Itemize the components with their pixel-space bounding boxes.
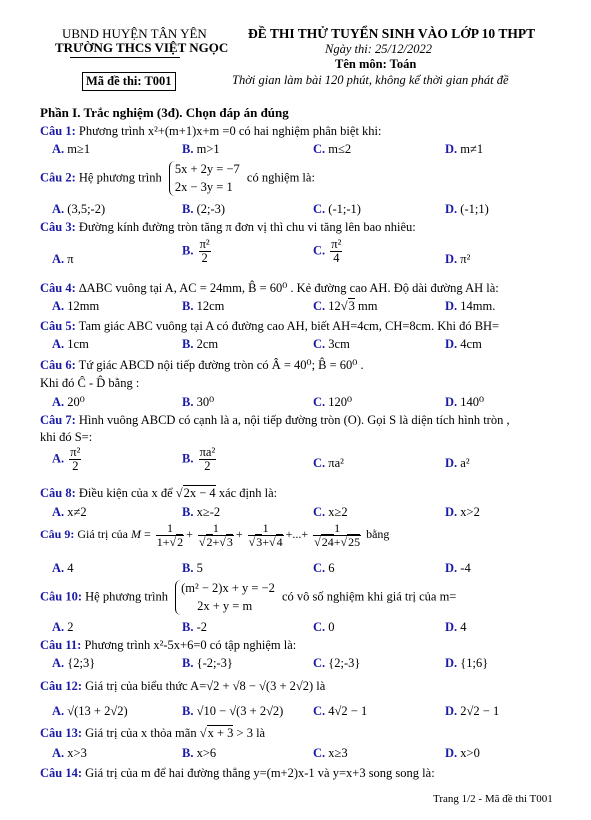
q11-option-a: A. {2;3} [52,656,96,670]
q5-option-a: A. 1cm [52,337,89,351]
question-5: Câu 5: Tam giác ABC vuông tại A có đường cao AH, biết AH=4cm, CH=8cm. Khi đó BH= [40,319,500,333]
q4-option-a: A. 12mm [52,299,100,313]
question-7: Câu 7: Hình vuông ABCD có cạnh là a, nội tiếp đường tròn (O). Gọi S là diện tích hình tròn , [40,413,510,427]
question-12: Câu 12: Giá trị của biểu thức A=√2 + √8 − √(3 + 2√2) là [40,679,326,693]
question-4: Câu 4: ∆ABC vuông tại A, AC = 24mm, B̂ = 60⁰ . Kẻ đường cao AH. Độ dài đường AH là: [40,281,499,295]
question-label: Câu 2: [40,170,76,185]
q1-option-c: C. m≤2 [313,142,352,156]
q9-option-c: C. 6 [313,561,335,575]
q7-option-d: D. a² [445,456,470,470]
question-7-line2: khi đó S=: [40,430,93,444]
question-text: Phương trình x²+(m+1)x+m =0 có hai nghiệm phân biệt khi: [75,124,382,138]
exam-subject: Tên môn: Toán [335,57,417,71]
q8-option-c: C. x≥2 [313,505,348,519]
q4-option-c: C. 12√3 mm [313,299,378,313]
q1-option-a: A. m≥1 [52,142,91,156]
q5-option-b: B. 2cm [182,337,219,351]
q13-option-a: A. x>3 [52,746,87,760]
page-footer: Trang 1/2 - Mã đề thi T001 [433,793,553,805]
equation-system: 5x + 2y = −7 2x − 3y = 1 [169,161,240,196]
q7-option-a: A. $\frac{\text{π²}}{2}$ [52,445,81,474]
q11-option-b: B. {-2;-3} [182,656,233,670]
q12-option-c: C. 4√2 − 1 [313,704,368,718]
question-9: Câu 9: Giá trị của M = $\frac{1}{1+√2}$ + $\frac{1}{√2+√3}$ + $\frac{1}{√3+√4}$ +...+ $\frac{1}{√24+√25}$ bằng [40,521,390,549]
q12-option-b: B. √10 − √(3 + 2√2) [182,704,284,718]
q2-option-c: C. (-1;-1) [313,202,361,216]
exam-title: ĐỀ THI THỬ TUYỂN SINH VÀO LỚP 10 THPT [248,26,536,41]
q3-option-a: A. π [52,252,74,266]
q12-option-d: D. 2√2 − 1 [445,704,500,718]
q6-option-d: D. 140⁰ [445,395,485,409]
q6-option-a: A. 20⁰ [52,395,85,409]
q3-option-d: D. π² [445,252,471,266]
q6-option-c: C. 120⁰ [313,395,353,409]
q9-option-a: A. 4 [52,561,74,575]
q10-option-b: B. -2 [182,620,208,634]
question-6-line2: Khi đó Ĉ - D̂ bằng : [40,376,140,390]
q7-option-c: C. πa² [313,456,344,470]
q8-option-d: D. x>2 [445,505,480,519]
q9-option-b: B. 5 [182,561,203,575]
q5-option-c: C. 3cm [313,337,350,351]
q8-option-a: A. x≠2 [52,505,87,519]
q3-option-b: B. $\frac{\text{π²}}{2}$ [182,237,210,266]
q13-option-c: C. x≥3 [313,746,348,760]
q1-option-d: D. m≠1 [445,142,484,156]
q11-option-c: C. {2;-3} [313,656,361,670]
q9-option-d: D. -4 [445,561,471,575]
q10-option-d: D. 4 [445,620,467,634]
equation-system: (m² − 2)x + y = −2 2x + y = m [175,580,275,615]
question-10: Câu 10: Hệ phương trình (m² − 2)x + y = −2 2x + y = m có vô số nghiệm khi giá trị của m= [40,580,456,615]
question-2: Câu 2: Hệ phương trình 5x + 2y = −7 2x − 3y = 1 có nghiệm là: [40,161,315,196]
question-8: Câu 8: Điều kiện của x để √2x − 4 xác định là: [40,486,278,500]
department-name: UBND HUYỆN TÂN YÊN [62,26,207,41]
q10-option-c: C. 0 [313,620,335,634]
q3-option-c: C. $\frac{\text{π²}}{4}$ [313,237,342,266]
q5-option-d: D. 4cm [445,337,482,351]
header-divider [70,57,180,58]
q12-option-a: A. √(13 + 2√2) [52,704,128,718]
q2-option-d: D. (-1;1) [445,202,489,216]
q7-option-b: B. $\frac{\text{πa²}}{2}$ [182,445,216,474]
question-14: Câu 14: Giá trị của m để hai đường thẳng y=(m+2)x-1 và y=x+3 song song là: [40,766,435,780]
question-label: Câu 1: [40,124,76,138]
question-11: Câu 11: Phương trình x²-5x+6=0 có tập nghiệm là: [40,638,297,652]
q4-option-b: B. 12cm [182,299,225,313]
exam-date: Ngày thi: 25/12/2022 [325,42,432,56]
question-3: Câu 3: Đường kính đường tròn tăng π đơn vị thì chu vi tăng lên bao nhiêu: [40,220,416,234]
question-1 [40,124,382,139]
q4-option-d: D. 14mm. [445,299,496,313]
q8-option-b: B. x≥-2 [182,505,221,519]
q2-option-b: B. (2;-3) [182,202,226,216]
q11-option-d: D. {1;6} [445,656,489,670]
q10-option-a: A. 2 [52,620,74,634]
exam-code: Mã đề thi: T001 [82,72,176,91]
q13-option-b: B. x>6 [182,746,217,760]
q1-option-b: B. m>1 [182,142,220,156]
exam-duration: Thời gian làm bài 120 phút, không kể thời gian phát đề [232,73,509,87]
q13-option-d: D. x>0 [445,746,480,760]
school-name: TRƯỜNG THCS VIỆT NGỌC [55,40,229,55]
question-13: Câu 13: Giá trị của x thỏa mãn √x + 3 > 3 là [40,726,266,740]
question-6: Câu 6: Tứ giác ABCD nội tiếp đường tròn có Â = 40⁰; B̂ = 60⁰ . [40,358,364,372]
q2-option-a: A. (3,5;-2) [52,202,106,216]
q6-option-b: B. 30⁰ [182,395,215,409]
section-title: Phần I. Trắc nghiệm (3đ). Chọn đáp án đúng [40,105,289,120]
